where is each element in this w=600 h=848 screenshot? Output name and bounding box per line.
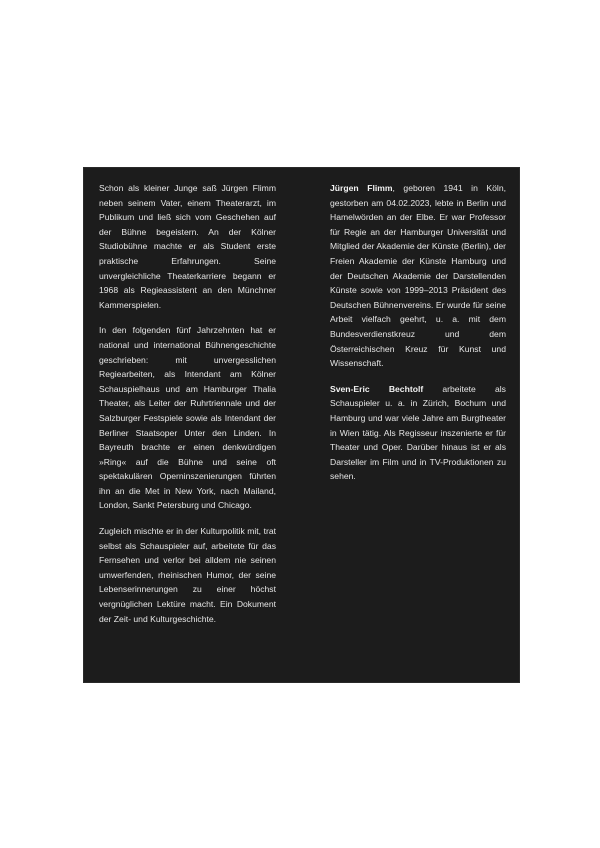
author-name-flimm: Jürgen Flimm [330,183,393,193]
left-paragraph-2: In den folgenden fünf Jahrzehnten hat er national und international Bühnengeschichte geschrieben: mit unvergesslichen Regiearbeiten, als Intendant am Kölner Schauspielhaus und am Hamburger Thalia Theater, als Leiter der Ruhrtriennale und der Salzburger Festspiele sowie als Intendant der Berliner Staatsoper Unter den Linden. In Bayreuth brachte er einen denkwürdigen »Ring« auf die Bühne und seine oft spektakulären Operninszenierungen führten ihn an die Met in New York, nach Mailand, London, Sankt Petersburg und Chicago. [99,325,276,511]
author-bio-flimm [330,181,506,371]
right-column [330,181,506,495]
left-column [99,181,276,637]
left-paragraph-3: Zugleich mischte er in der Kulturpolitik mit, trat selbst als Schauspieler auf, arbeitete für das Fernsehen und verlor bei alldem nie seinen umwerfenden, rheinischen Humor, der seine Lebenserinnerungen zu einer höchst vergnüglichen Lektüre macht. Ein Dokument der Zeit- und Kulturgeschichte. [99,526,276,624]
author-bio-bechtolf [330,382,506,484]
left-paragraph-1: Schon als kleiner Junge saß Jürgen Flimm neben seinem Vater, einem Theaterarzt, im Publikum und ließ sich vom Geschehen auf der Bühne begeistern. An der Kölner Studiobühne machte er als Student erste praktische Erfahrungen. Seine unvergleichliche Theaterkarriere begann er 1968 als Regieassistent an den Münchner Kammerspielen. [99,183,276,310]
author-name-bechtolf: Sven-Eric Bechtolf [330,383,424,394]
author-bio-flimm-text: , geboren 1941 in Köln, gestorben am 04.02.2023, lebte in Berlin und Hamelwörden an der Elbe. Er war Professor für Regie an der Hamburger Universität und Mitglied der Akademie der Künste (Berlin), der Freien Akademie der Künste Hamburg und der Deutschen Akademie der Darstellenden Künste sowie von 1999–2013 Präsident des Deutschen Bühnenvereins. Er wurde für seine Arbeit vielfach geehrt, u. a. mit dem Bundesverdienstkreuz und dem Österreichischen Kreuz für Kunst und Wissenschaft. [330,183,506,369]
author-bio-bechtolf-text: arbeitete als Schauspieler u. a. in Zürich, Bochum und Hamburg und war viele Jahre am Burgtheater in Wien tätig. Als Regisseur inszenierte er für Theater und Oper. Darüber hinaus ist er als Darsteller im Film und in TV-Produktionen zu sehen. [330,383,506,482]
